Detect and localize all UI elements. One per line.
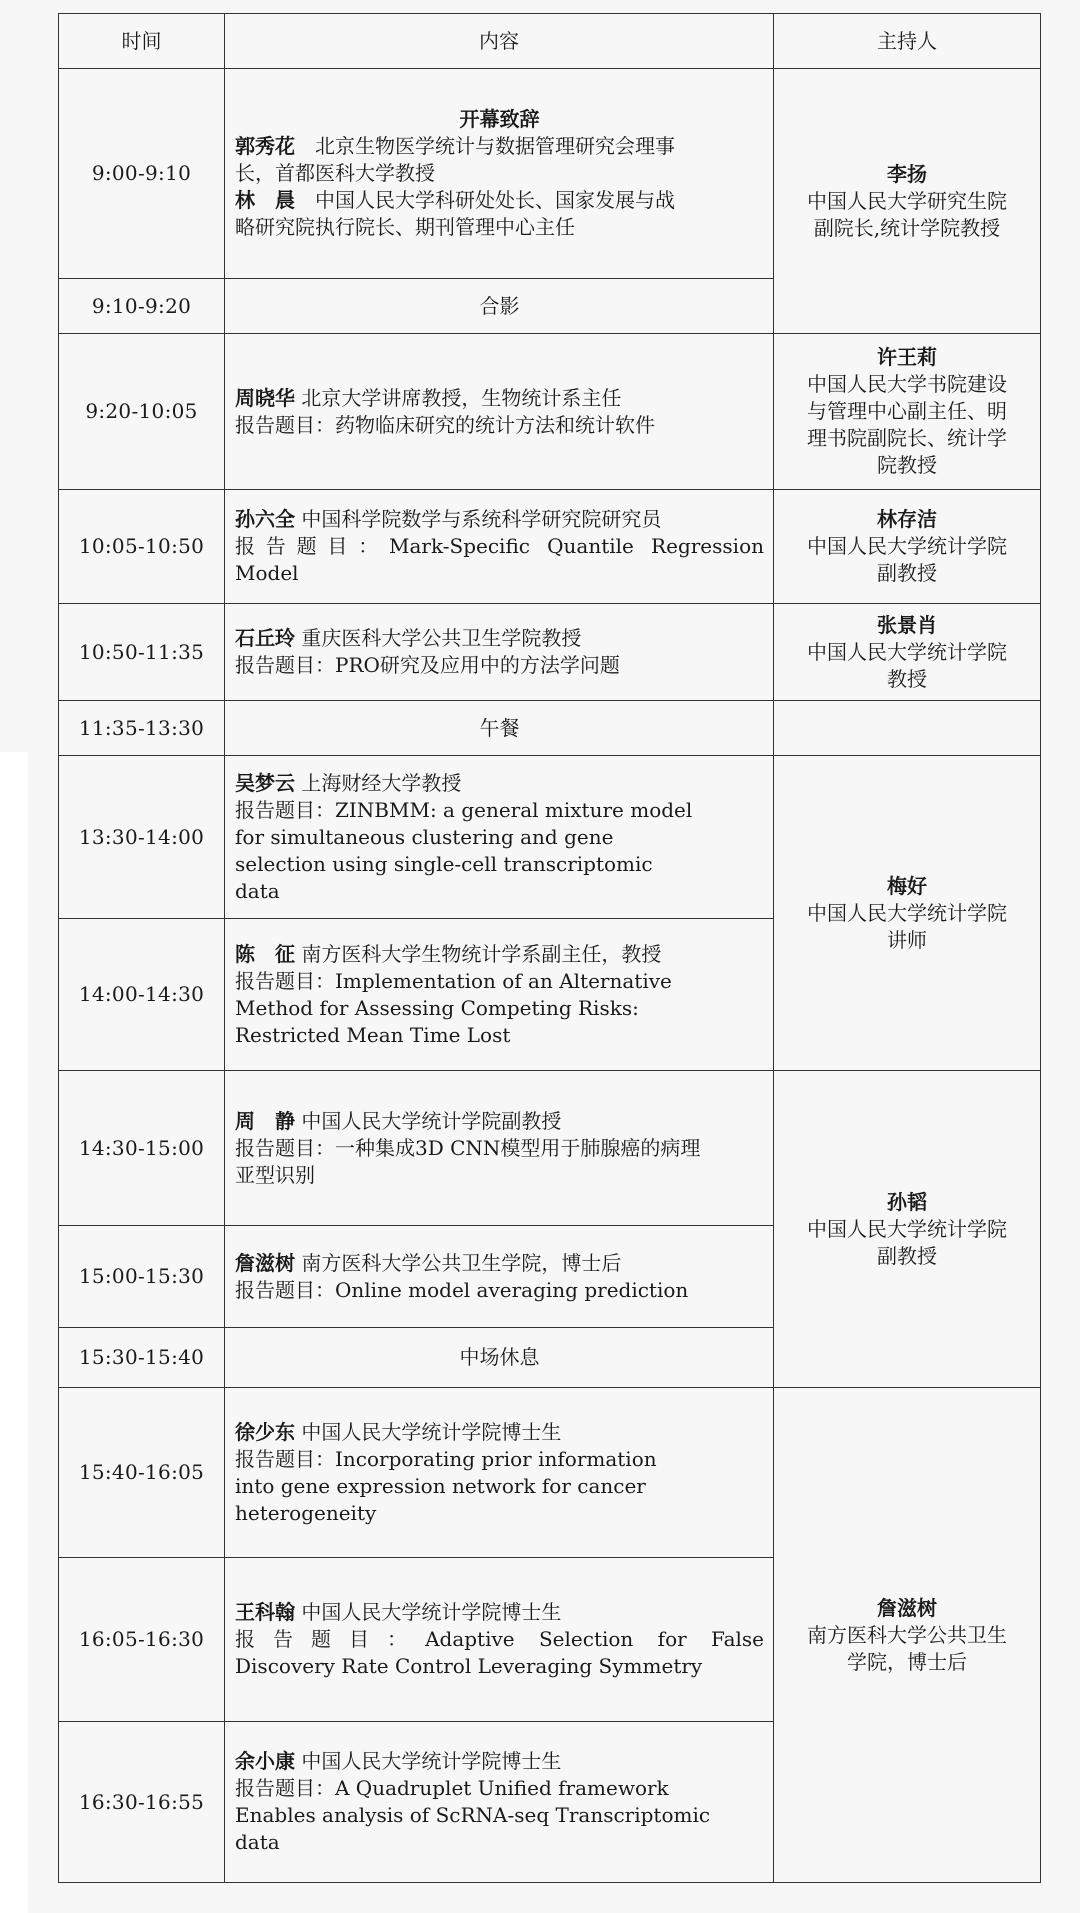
speaker-name: 孙六全 [235, 507, 295, 531]
speaker-affiliation: 北京大学讲席教授，生物统计系主任 [301, 385, 622, 410]
speaker-entry [235, 1748, 764, 1775]
talk-topic: 报告题目：Implementation of an Alternative [235, 968, 672, 993]
session-title: 午餐 [225, 701, 774, 756]
talk-topic: 报告题目：PRO研究及应用中的方法学问题 [235, 653, 620, 677]
content-cell [225, 1388, 774, 1558]
speaker-entry [235, 1250, 764, 1277]
speaker-affiliation: 中国人民大学科研处处长、国家发展与战 [315, 188, 675, 212]
content-cell [225, 69, 774, 279]
host-cell [774, 604, 1041, 701]
talk-topic-cont: Enables analysis of ScRNA-seq Transcriptomic [235, 1803, 711, 1827]
speaker-entry [235, 1419, 764, 1446]
host-cell [774, 1388, 1041, 1883]
time-cell: 10:50-11:35 [59, 604, 225, 701]
talk-topic-cont: Model [235, 561, 299, 585]
speaker-name: 吴梦云 [235, 770, 295, 795]
speaker-name: 周晓华 [235, 385, 295, 410]
speaker-entry [235, 187, 764, 214]
talk-topic: 报告题目：A Quadruplet Unified framework [235, 1776, 669, 1800]
time-cell: 15:00-15:30 [59, 1226, 225, 1328]
talk-topic-cont: 亚型识别 [235, 1162, 315, 1187]
content-cell [225, 756, 774, 919]
speaker-entry [235, 941, 764, 968]
speaker-affiliation: 重庆医科大学公共卫生学院教授 [301, 626, 582, 650]
speaker-name: 郭秀花 [235, 134, 295, 158]
host-name: 许王莉 [877, 345, 937, 369]
host-title: 学院，博士后 [847, 1649, 967, 1674]
speaker-name: 詹滋树 [235, 1250, 295, 1275]
speaker-entry [235, 625, 764, 652]
speaker-affiliation: 南方医科大学生物统计学系副主任，教授 [301, 941, 662, 966]
talk-topic-cont: Discovery Rate Control Leveraging Symmetry [235, 1654, 703, 1678]
session-title: 合影 [225, 279, 774, 334]
agenda-row-sun [59, 490, 1041, 604]
host-title: 副院长,统计学院教授 [813, 215, 1001, 240]
host-name: 梅好 [887, 873, 927, 898]
host-name: 李扬 [887, 161, 927, 186]
content-cell [225, 919, 774, 1071]
time-cell: 9:10-9:20 [59, 279, 225, 334]
talk-topic: 报告题目：Online model averaging prediction [235, 1277, 689, 1302]
speaker-name: 徐少东 [235, 1419, 295, 1444]
time-cell: 13:30-14:00 [59, 756, 225, 919]
speaker-name: 林 晨 [235, 188, 295, 212]
content-cell [225, 1071, 774, 1226]
speaker-name: 王科翰 [235, 1600, 295, 1624]
time-cell: 9:00-9:10 [59, 69, 225, 279]
host-name: 林存洁 [877, 507, 937, 531]
talk-topic-cont: into gene expression network for cancer [235, 1473, 646, 1498]
time-cell: 14:30-15:00 [59, 1071, 225, 1226]
host-cell [774, 69, 1041, 334]
host-name: 詹滋树 [877, 1595, 937, 1620]
host-title: 中国人民大学研究生院 [807, 188, 1007, 213]
speaker-entry [235, 1599, 764, 1626]
talk-topic: 报告题目：一种集成3D CNN模型用于肺腺癌的病理 [235, 1135, 701, 1160]
talk-topic: 报告题目：ZINBMM: a general mixture model [235, 797, 693, 822]
speaker-affiliation: 中国人民大学统计学院博士生 [301, 1419, 562, 1444]
content-cell [225, 1226, 774, 1328]
host-title: 中国人民大学统计学院 [807, 900, 1007, 925]
host-title: 中国人民大学统计学院 [807, 1216, 1007, 1241]
speaker-affiliation: 上海财经大学教授 [301, 770, 462, 795]
speaker-affiliation-cont: 略研究院执行院长、期刊管理中心主任 [235, 215, 575, 239]
host-title: 院教授 [877, 453, 937, 477]
agenda-row-lunch [59, 701, 1041, 756]
host-cell [774, 1071, 1041, 1388]
talk-topic-cont: data [235, 878, 280, 903]
speaker-affiliation: 中国人民大学统计学院博士生 [301, 1600, 562, 1624]
talk-topic-cont: data [235, 1830, 280, 1854]
agenda-row-zhoujing [59, 1071, 1041, 1226]
session-title: 开幕致辞 [459, 107, 540, 131]
talk-topic: 报告题目：药物临床研究的统计方法和统计软件 [235, 412, 655, 437]
host-name: 孙韬 [887, 1189, 927, 1214]
host-title: 副教授 [877, 1243, 937, 1268]
agenda-row-shi [59, 604, 1041, 701]
time-cell: 16:05-16:30 [59, 1558, 225, 1722]
talk-topic-cont: Restricted Mean Time Lost [235, 1022, 511, 1047]
time-cell: 14:00-14:30 [59, 919, 225, 1071]
time-cell: 15:40-16:05 [59, 1388, 225, 1558]
agenda-table [58, 13, 1041, 1883]
content-cell [225, 490, 774, 604]
speaker-name: 陈 征 [235, 941, 295, 966]
host-cell [774, 334, 1041, 490]
speaker-affiliation: 中国人民大学统计学院副教授 [301, 1108, 562, 1133]
talk-topic: 报告题目：Adaptive Selection for False [235, 1627, 764, 1651]
talk-topic-cont: for simultaneous clustering and gene [235, 824, 614, 849]
agenda-row-wu [59, 756, 1041, 919]
host-name: 张景肖 [877, 612, 937, 637]
speaker-name: 余小康 [235, 1749, 295, 1773]
speaker-affiliation: 北京生物医学统计与数据管理研究会理事 [315, 134, 675, 158]
host-cell-empty [774, 701, 1041, 756]
header-content: 内容 [225, 14, 774, 69]
speaker-entry [235, 133, 764, 160]
host-title: 中国人民大学统计学院 [807, 639, 1007, 664]
host-title: 副教授 [877, 561, 937, 585]
agenda-row-xu [59, 1388, 1041, 1558]
host-title: 中国人民大学书院建设 [807, 372, 1007, 396]
content-cell [225, 1722, 774, 1883]
host-title: 与管理中心副主任、明 [807, 399, 1007, 423]
speaker-entry [235, 506, 764, 533]
talk-topic: 报告题目：Mark-Specific Quantile Regression [235, 534, 764, 558]
agenda-row-opening [59, 69, 1041, 279]
speaker-entry [235, 385, 764, 412]
content-cell [225, 334, 774, 490]
host-title: 中国人民大学统计学院 [807, 534, 1007, 558]
speaker-affiliation: 南方医科大学公共卫生学院，博士后 [301, 1250, 622, 1275]
talk-topic: 报告题目：Incorporating prior information [235, 1446, 657, 1471]
speaker-name: 周 静 [235, 1108, 295, 1133]
content-cell [225, 1558, 774, 1722]
speaker-entry [235, 1108, 764, 1135]
speaker-name: 石丘玲 [235, 626, 295, 650]
time-cell: 9:20-10:05 [59, 334, 225, 490]
agenda-row-zhou [59, 334, 1041, 490]
speaker-affiliation: 中国人民大学统计学院博士生 [301, 1749, 562, 1773]
host-cell [774, 490, 1041, 604]
talk-topic-cont: heterogeneity [235, 1500, 377, 1525]
host-title: 教授 [887, 666, 927, 691]
host-cell [774, 756, 1041, 1071]
host-title: 南方医科大学公共卫生 [807, 1622, 1007, 1647]
host-title: 讲师 [887, 927, 927, 952]
time-cell: 16:30-16:55 [59, 1722, 225, 1883]
time-cell: 10:05-10:50 [59, 490, 225, 604]
talk-topic-cont: Method for Assessing Competing Risks: [235, 995, 639, 1020]
time-cell: 15:30-15:40 [59, 1328, 225, 1388]
talk-topic-cont: selection using single-cell transcriptomic [235, 851, 653, 876]
header-host: 主持人 [774, 14, 1041, 69]
time-cell: 11:35-13:30 [59, 701, 225, 756]
header-row [59, 14, 1041, 69]
speaker-affiliation: 中国科学院数学与系统科学研究院研究员 [301, 507, 662, 531]
header-time: 时间 [59, 14, 225, 69]
speaker-entry [235, 770, 764, 797]
speaker-affiliation-cont: 长，首都医科大学教授 [235, 161, 435, 185]
content-cell [225, 604, 774, 701]
session-title: 中场休息 [225, 1328, 774, 1388]
host-title: 理书院副院长、统计学 [807, 426, 1007, 450]
